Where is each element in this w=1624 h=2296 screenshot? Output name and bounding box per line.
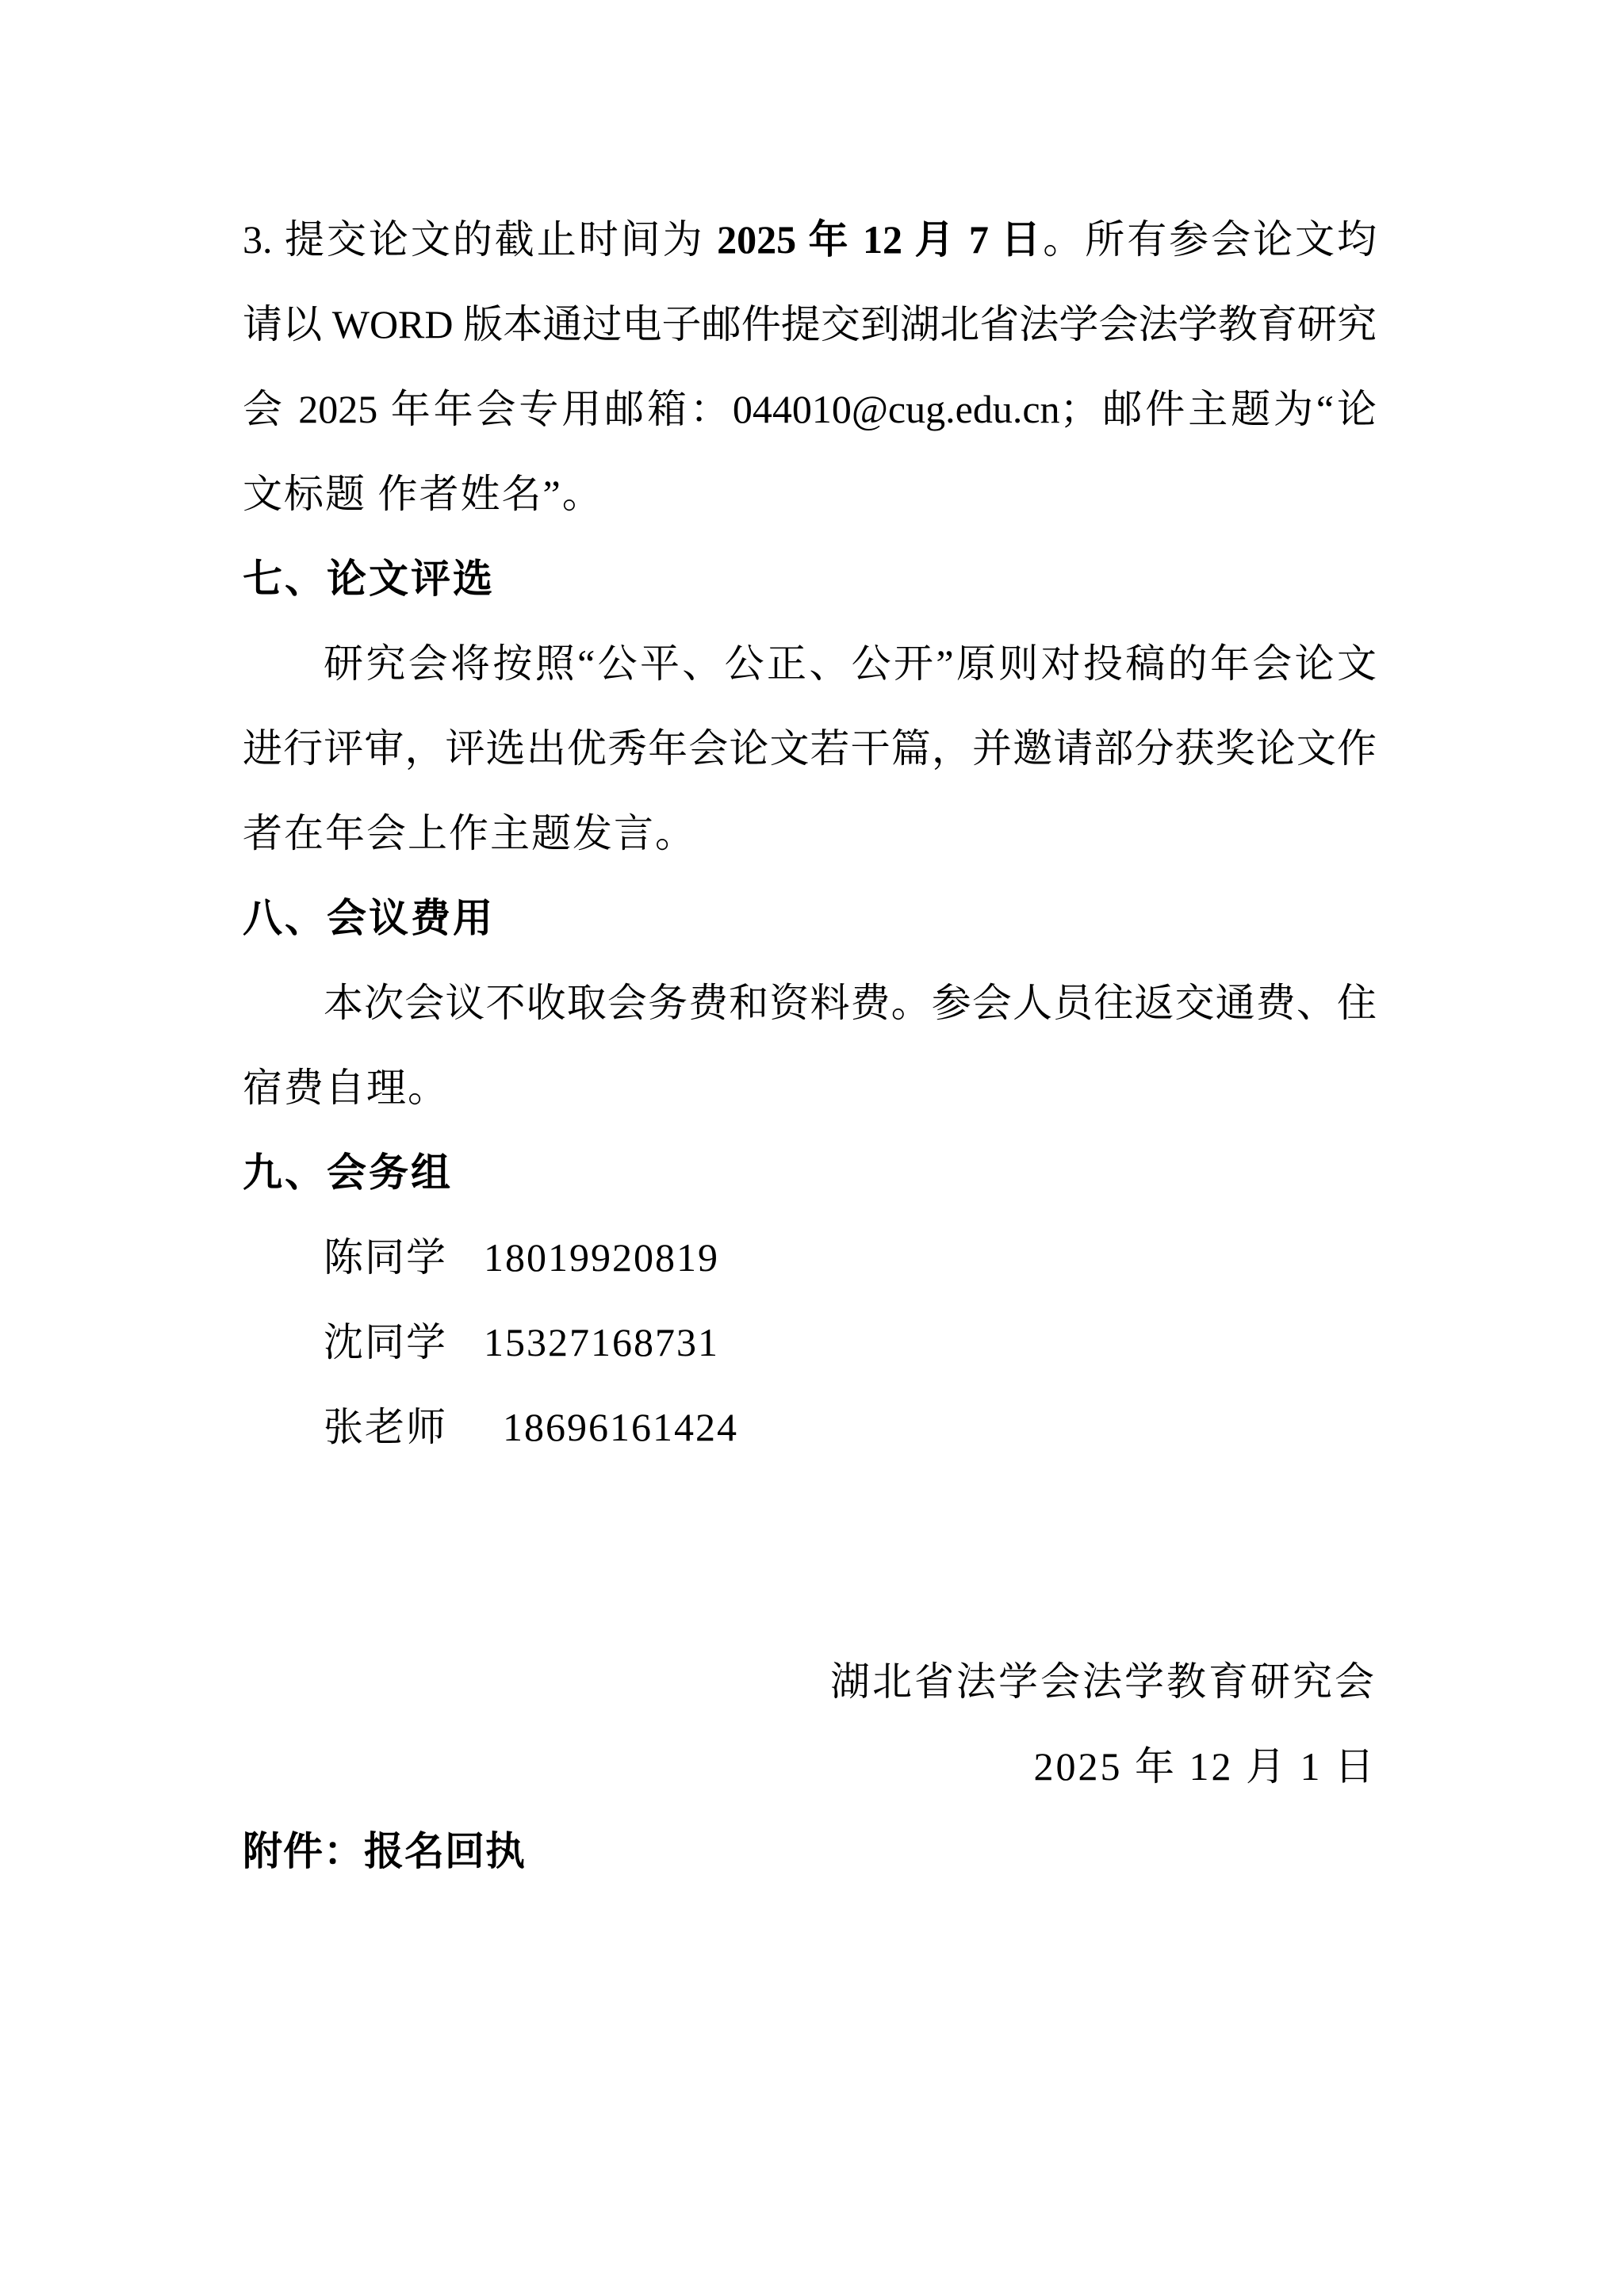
section-7-heading: 七、论文评选 [243, 557, 495, 601]
blank-line [243, 1470, 1377, 1555]
contact-name: 沈同学 [324, 1320, 447, 1364]
attachment-note: 附件：报名回执 [243, 1829, 526, 1873]
contact-row [243, 1215, 1377, 1300]
email-address: 044010@cug.edu.cn [732, 387, 1060, 431]
mailbox-label: 会 2025 年年会专用邮箱： [243, 387, 733, 431]
contact-name: 陈同学 [324, 1235, 447, 1280]
item3-line-2: 请以 WORD 版本通过电子邮件提交到湖北省法学会法学教育研究 [243, 302, 1377, 346]
signature-organization: 湖北省法学会法学教育研究会 [830, 1659, 1377, 1704]
contact-name: 张老师 [324, 1405, 447, 1449]
section-8-line-2: 宿费自理。 [243, 1066, 449, 1110]
item3-suffix: 。所有参会论文均 [1043, 217, 1377, 262]
item3-line-4: 文标题 作者姓名”。 [243, 472, 603, 516]
contact-row [243, 1300, 1377, 1385]
section-7-line-1: 研究会将按照“公平、公正、公开”原则对投稿的年会论文 [324, 641, 1377, 686]
item3-line-3 [243, 367, 1377, 452]
submission-deadline: 2025 年 12 月 7 日 [717, 217, 1044, 262]
section-8-heading: 八、会议费用 [243, 896, 495, 940]
signature-date: 2025 年 12 月 1 日 [1033, 1744, 1377, 1789]
section-7-line-2: 进行评审，评选出优秀年会论文若干篇，并邀请部分获奖论文作 [243, 726, 1377, 771]
section-9-heading: 九、会务组 [243, 1150, 453, 1195]
contact-phone: 18019920819 [484, 1235, 719, 1280]
blank-line [243, 1555, 1377, 1640]
item3-prefix: 3. 提交论文的截止时间为 [243, 217, 718, 262]
item3-line3-suffix: ；邮件主题为“论 [1059, 387, 1377, 431]
contact-phone: 18696161424 [503, 1405, 738, 1449]
section-8-line-1: 本次会议不收取会务费和资料费。参会人员往返交通费、住 [324, 981, 1377, 1025]
document-body [243, 197, 1377, 1894]
contact-phone: 15327168731 [484, 1320, 719, 1364]
section-7-line-3: 者在年会上作主题发言。 [243, 811, 696, 855]
item3-line-1 [243, 197, 1377, 282]
contact-row [243, 1385, 1377, 1470]
